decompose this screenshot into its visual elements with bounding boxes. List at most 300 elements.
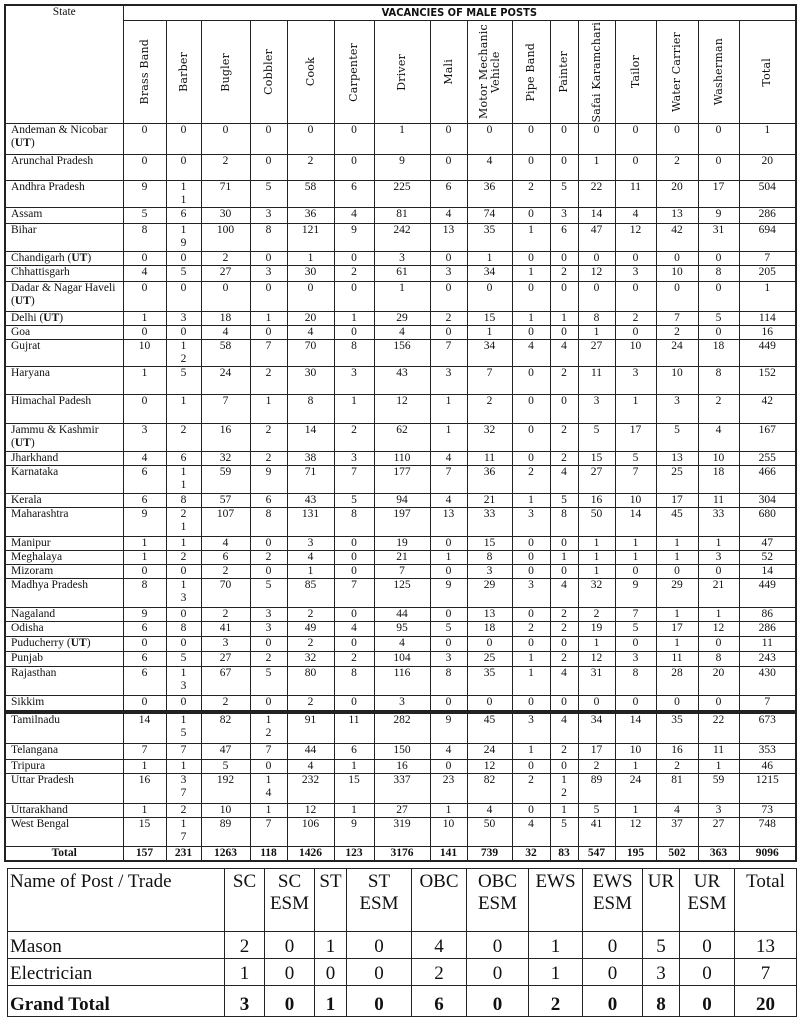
state-name: Puducherry	[11, 637, 65, 649]
value: 2	[561, 367, 567, 379]
value: 17	[180, 817, 187, 843]
value-cell	[698, 494, 739, 508]
state-cell	[5, 608, 123, 622]
value-cell	[334, 696, 374, 711]
value-cell	[201, 466, 250, 494]
value-cell	[430, 124, 467, 155]
value: 4	[141, 266, 148, 278]
value-cell	[656, 266, 698, 282]
column-header	[334, 21, 374, 124]
value: 0	[715, 252, 722, 264]
value-cell	[123, 817, 166, 846]
value: 0	[445, 124, 452, 136]
value-cell	[739, 759, 796, 773]
value: 0	[180, 608, 187, 620]
value: 0	[593, 696, 600, 708]
value-cell	[166, 667, 201, 696]
value: 12	[396, 395, 408, 407]
male-vacancies-table	[4, 4, 797, 712]
value: 9	[351, 817, 357, 830]
value-cell	[166, 696, 201, 711]
value: 1	[561, 803, 567, 816]
value-cell	[250, 637, 287, 652]
value: 2	[307, 696, 314, 708]
value-cell	[656, 817, 698, 846]
value: 2	[561, 266, 567, 278]
value: 8	[351, 340, 357, 352]
value: 0	[715, 124, 722, 136]
value: 3	[593, 395, 600, 407]
value: 2	[265, 424, 272, 436]
table-row	[5, 340, 796, 367]
state-name: Gujrat	[11, 340, 41, 352]
value: 8	[715, 266, 722, 278]
value-cell	[287, 537, 334, 551]
value-cell	[467, 266, 512, 282]
value: 2	[222, 565, 229, 577]
value-cell	[550, 266, 578, 282]
value-cell	[512, 181, 550, 208]
value-cell	[512, 494, 550, 508]
value-cell	[467, 537, 512, 551]
value-cell	[698, 759, 739, 773]
value: 0	[351, 124, 357, 136]
value: 2	[632, 312, 639, 324]
value: 673	[758, 714, 776, 726]
value: 2	[593, 608, 600, 620]
value-cell	[334, 252, 374, 266]
value: 2	[265, 452, 272, 464]
value: 23	[442, 773, 455, 786]
value-cell	[250, 696, 287, 711]
value-cell	[287, 155, 334, 181]
value-cell	[430, 326, 467, 340]
value: 4	[307, 759, 314, 772]
value: 35	[483, 224, 496, 236]
value-cell	[287, 551, 334, 565]
value-cell	[201, 622, 250, 637]
value-cell	[739, 367, 796, 395]
column-header-label: Brass Band	[137, 39, 151, 105]
value-cell	[739, 252, 796, 266]
value: 8	[593, 312, 600, 324]
value-cell	[374, 367, 430, 395]
value-cell	[615, 424, 656, 452]
state-name: Mizoram	[11, 565, 54, 577]
value: 71	[219, 181, 232, 193]
value: 0	[715, 282, 722, 294]
value: 0	[632, 124, 639, 136]
value-cell	[430, 266, 467, 282]
table-row	[5, 773, 796, 803]
column-header	[287, 21, 334, 124]
value-cell	[201, 743, 250, 759]
value-cell	[739, 537, 796, 551]
value: 10	[629, 494, 642, 506]
value-cell	[374, 326, 430, 340]
value: 9	[632, 579, 639, 591]
value-cell	[550, 622, 578, 637]
value-cell	[374, 537, 430, 551]
value: 4	[222, 537, 229, 549]
total-value: 32	[512, 846, 550, 861]
value: 10	[671, 367, 683, 379]
value-cell	[374, 637, 430, 652]
value: 3	[445, 652, 452, 664]
value: 0	[528, 637, 534, 649]
grand-total-value: 2	[529, 986, 583, 1017]
value-cell	[467, 667, 512, 696]
state-cell	[5, 743, 123, 759]
value: 5	[222, 759, 229, 772]
column-header	[615, 21, 656, 124]
grand-total-value: 0	[265, 986, 315, 1017]
total-value: 739	[467, 846, 512, 861]
value-cell	[578, 608, 615, 622]
value-cell	[578, 773, 615, 803]
state-cell: Jammu & Kashmir (UT)	[5, 424, 123, 452]
value: 10	[442, 817, 455, 830]
value: 2	[180, 803, 187, 816]
table-row	[5, 817, 796, 846]
value-cell	[578, 252, 615, 266]
value-cell	[201, 124, 250, 155]
value: 0	[561, 759, 567, 772]
value-cell	[430, 252, 467, 266]
value: 8	[351, 508, 357, 520]
value: 5	[180, 652, 187, 664]
value-cell	[739, 155, 796, 181]
value: 4	[399, 326, 405, 338]
value: 0	[141, 637, 148, 649]
value-cell	[201, 252, 250, 266]
value-cell	[512, 773, 550, 803]
value-cell	[656, 759, 698, 773]
value-cell	[615, 713, 656, 743]
value-cell	[430, 637, 467, 652]
value: 0	[445, 565, 452, 577]
value-cell	[615, 696, 656, 711]
value-cell	[430, 224, 467, 252]
column-header-label: Washerman	[711, 38, 725, 106]
table-row	[5, 565, 796, 579]
value: 1	[528, 743, 534, 756]
value-cell	[698, 266, 739, 282]
value-cell	[430, 817, 467, 846]
value-cell	[578, 124, 615, 155]
value: 1	[561, 312, 567, 324]
value: 0	[222, 124, 229, 136]
grand-total-label: Grand Total	[8, 986, 225, 1017]
value: 0	[445, 696, 452, 708]
value-cell	[430, 551, 467, 565]
value: 3	[445, 266, 452, 278]
value: 8	[351, 667, 357, 679]
column-header-label: Carpenter	[347, 42, 360, 102]
value: 0	[528, 608, 534, 620]
value-cell: 0	[583, 959, 643, 986]
value-cell	[578, 622, 615, 637]
value: 0	[351, 565, 357, 577]
value-cell	[656, 312, 698, 326]
value-cell	[287, 667, 334, 696]
value-cell	[250, 181, 287, 208]
value-cell	[334, 494, 374, 508]
value-cell	[201, 667, 250, 696]
value-cell: 0	[467, 932, 529, 959]
value: 0	[528, 759, 534, 772]
value: 2	[351, 424, 357, 436]
value: 9	[141, 608, 148, 620]
value-cell	[615, 759, 656, 773]
value: 7	[180, 743, 187, 756]
value-cell	[615, 124, 656, 155]
value-cell	[467, 652, 512, 667]
value: 0	[528, 367, 534, 379]
value: 21	[180, 508, 187, 533]
value: 2	[674, 326, 680, 338]
value-cell	[201, 282, 250, 312]
value: 0	[674, 696, 680, 708]
grand-total-value: 20	[735, 986, 797, 1017]
value: 50	[590, 508, 603, 520]
value: 17	[590, 743, 603, 756]
value-cell	[698, 424, 739, 452]
value: 0	[351, 637, 357, 649]
value: 3	[715, 551, 722, 563]
state-cell	[5, 773, 123, 803]
value: 6	[351, 743, 357, 756]
value: 4	[561, 667, 567, 679]
value: 0	[561, 696, 567, 708]
value: 0	[265, 537, 272, 549]
value: 1	[141, 551, 148, 563]
value: 45	[671, 508, 683, 520]
value-cell	[739, 494, 796, 508]
value: 3	[674, 395, 680, 407]
value: 0	[486, 282, 493, 294]
value-cell	[698, 667, 739, 696]
value-cell	[578, 155, 615, 181]
value-cell	[123, 266, 166, 282]
value-cell	[430, 208, 467, 224]
value: 16	[138, 773, 151, 786]
value: 7	[351, 466, 357, 478]
value-cell	[467, 494, 512, 508]
value: 5	[593, 424, 600, 436]
male-vacancies-table-continued	[4, 712, 797, 862]
value-cell	[467, 713, 512, 743]
total-value: 83	[550, 846, 578, 861]
value: 16	[761, 326, 774, 338]
value-cell	[578, 696, 615, 711]
value-cell	[578, 817, 615, 846]
value: 0	[141, 252, 148, 264]
state-name: Kerala	[11, 494, 42, 506]
value: 466	[758, 466, 776, 478]
value-cell	[430, 282, 467, 312]
value: 82	[483, 773, 496, 786]
value-cell	[123, 326, 166, 340]
value-cell	[287, 181, 334, 208]
value-cell	[615, 508, 656, 537]
value-cell	[578, 466, 615, 494]
value-cell	[201, 652, 250, 667]
value-cell	[739, 773, 796, 803]
value: 22	[590, 181, 603, 193]
value: 4	[445, 743, 452, 756]
state-cell	[5, 622, 123, 637]
value-cell	[374, 466, 430, 494]
ut-marker: UT	[14, 295, 31, 307]
value-cell	[467, 312, 512, 326]
value: 32	[483, 424, 496, 436]
value: 5	[632, 452, 639, 464]
value: 11	[483, 452, 496, 464]
value-cell	[250, 759, 287, 773]
value-cell	[287, 326, 334, 340]
value-cell	[512, 803, 550, 817]
value: 1	[674, 608, 680, 620]
value-cell	[374, 696, 430, 711]
value-cell	[578, 494, 615, 508]
value-cell	[550, 181, 578, 208]
value-cell	[698, 224, 739, 252]
value-cell	[550, 252, 578, 266]
value-cell	[430, 466, 467, 494]
value-cell: 0	[315, 959, 347, 986]
value-cell	[430, 713, 467, 743]
value: 177	[393, 466, 411, 478]
value-cell	[201, 367, 250, 395]
value: 0	[307, 124, 314, 136]
value: 11	[761, 637, 773, 649]
value: 1	[764, 124, 771, 136]
table-row	[5, 803, 796, 817]
value-cell	[166, 652, 201, 667]
value-cell	[374, 224, 430, 252]
value: 4	[486, 155, 493, 167]
value-cell	[201, 181, 250, 208]
value-cell	[374, 773, 430, 803]
value-cell	[287, 608, 334, 622]
value: 0	[632, 565, 639, 577]
value: 0	[180, 155, 187, 167]
category-header: Name of Post / Trade	[8, 869, 225, 932]
value: 33	[712, 508, 725, 520]
value-cell	[374, 266, 430, 282]
value-cell	[430, 743, 467, 759]
value: 3	[307, 537, 314, 549]
value: 4	[445, 452, 452, 464]
value-cell	[334, 508, 374, 537]
state-cell	[5, 395, 123, 424]
value-cell	[550, 312, 578, 326]
value: 3	[632, 367, 639, 379]
value: 1	[632, 537, 639, 549]
value-cell	[578, 312, 615, 326]
column-header	[698, 21, 739, 124]
value-cell	[578, 551, 615, 565]
category-header: ST ESM	[347, 869, 412, 932]
value-cell	[334, 773, 374, 803]
value-cell	[123, 579, 166, 608]
value-cell	[550, 565, 578, 579]
total-value: 195	[615, 846, 656, 861]
value: 13	[483, 608, 496, 620]
value: 6	[561, 224, 567, 236]
value: 7	[445, 466, 452, 478]
value: 10	[138, 340, 151, 352]
value: 4	[307, 326, 314, 338]
table-row	[5, 326, 796, 340]
value: 0	[528, 282, 534, 294]
value-cell	[166, 124, 201, 155]
value-cell	[123, 622, 166, 637]
value-cell	[739, 579, 796, 608]
value: 10	[671, 266, 683, 278]
value-cell	[739, 667, 796, 696]
value-cell	[578, 424, 615, 452]
value: 1	[632, 803, 639, 816]
value: 3	[445, 367, 452, 379]
value-cell	[201, 565, 250, 579]
value: 2	[222, 155, 229, 167]
table-row	[5, 312, 796, 326]
value: 1	[399, 282, 405, 294]
value: 1	[445, 424, 452, 436]
value: 4	[561, 466, 567, 478]
value-cell	[287, 743, 334, 759]
table-row	[5, 743, 796, 759]
value: 0	[528, 551, 534, 563]
value: 7	[265, 817, 272, 830]
value-cell	[550, 743, 578, 759]
value: 2	[528, 181, 534, 193]
table-row	[5, 395, 796, 424]
value: 0	[180, 282, 187, 294]
value-cell	[578, 565, 615, 579]
value: 1	[528, 494, 534, 506]
value-cell	[374, 667, 430, 696]
value: 1	[265, 395, 272, 407]
value: 0	[445, 608, 452, 620]
value-cell	[287, 508, 334, 537]
value-cell	[123, 424, 166, 452]
value: 38	[304, 452, 317, 464]
state-name: Sikkim	[11, 696, 45, 708]
state-name: Assam	[11, 208, 43, 220]
value: 17	[671, 494, 683, 506]
value-cell	[512, 667, 550, 696]
value-cell: 5	[643, 932, 680, 959]
value-cell	[166, 537, 201, 551]
value-cell	[698, 181, 739, 208]
value: 2	[180, 551, 187, 563]
value-cell	[656, 124, 698, 155]
value-cell	[287, 124, 334, 155]
value: 0	[486, 124, 493, 136]
value-cell	[467, 282, 512, 312]
value-cell	[550, 326, 578, 340]
value-cell	[334, 224, 374, 252]
value: 6	[222, 551, 229, 563]
value: 319	[393, 817, 411, 830]
table-row	[5, 652, 796, 667]
value-cell	[166, 252, 201, 266]
value: 0	[445, 252, 452, 264]
value-cell	[550, 340, 578, 367]
